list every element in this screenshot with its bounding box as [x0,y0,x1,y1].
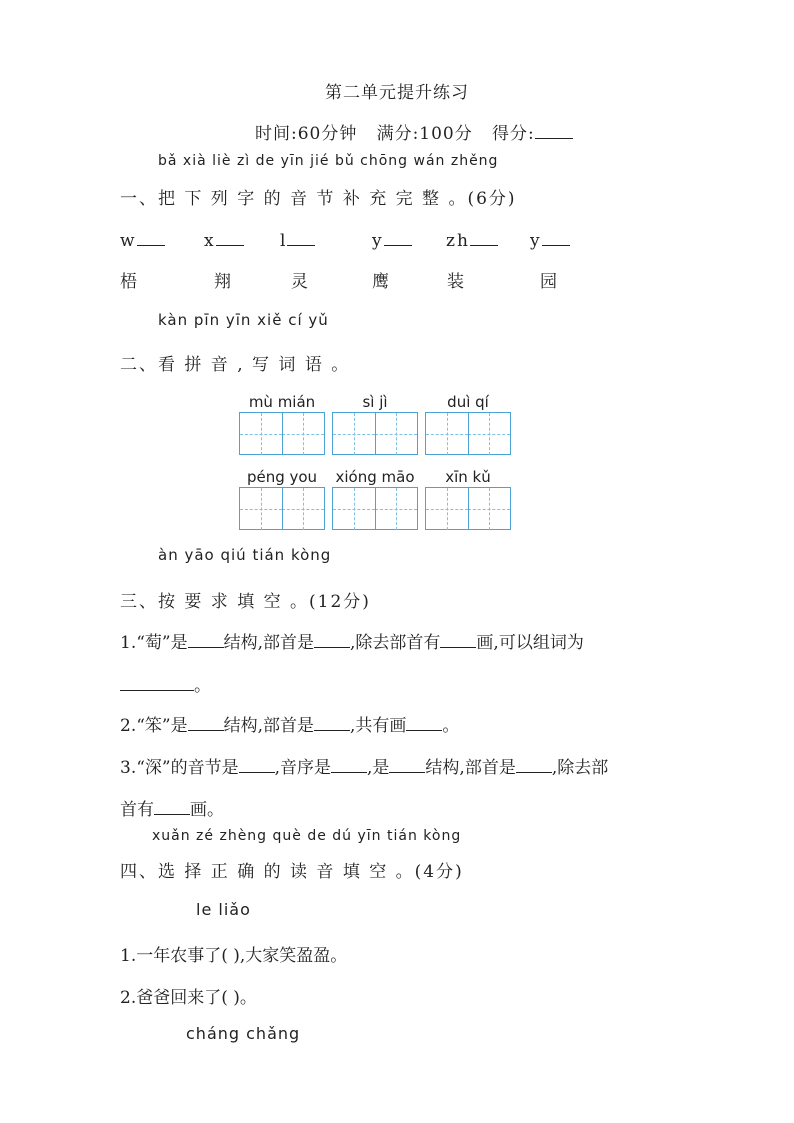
answer-blank[interactable] [216,227,244,246]
initial-6: y [530,227,570,251]
box-label: duì qí [447,393,489,411]
writing-grid[interactable] [239,487,325,530]
score-blank[interactable] [535,120,573,139]
score-label: 得分: [491,124,535,144]
box-label: xióng māo [335,468,415,486]
answer-blank[interactable] [331,754,367,773]
box-label: mù mián [248,393,316,411]
full-score-label: 满分:100分 [376,124,473,144]
answer-blank[interactable] [314,629,350,648]
writing-grid[interactable] [332,412,418,455]
exam-info [255,119,573,144]
answer-blank[interactable] [188,629,224,648]
char-5: 装 [447,272,466,292]
initial-1: w [120,227,165,251]
section2-heading: 二、看 拼 音 , 写 词 语 。 [120,355,351,375]
answer-blank[interactable] [120,672,194,691]
page-title: 第二单元提升练习 [325,83,469,103]
answer-blank[interactable] [188,712,224,731]
answer-blank[interactable] [384,227,412,246]
writing-grid[interactable] [239,412,325,455]
answer-blank[interactable] [516,754,552,773]
question-3: 3.“深”的音节是 ,音序是 ,是 结构,部首是 ,除去部 [120,753,608,778]
writing-grid[interactable] [425,412,511,455]
box-label: xīn kǔ [445,468,491,486]
pinyin-options-1: le liǎo [196,900,251,919]
initial-2: x [204,227,244,251]
writing-grid[interactable] [425,487,511,530]
answer-blank[interactable] [154,796,190,815]
section3-pinyin: àn yāo qiú tián kòng [158,546,332,564]
answer-blank[interactable] [389,754,425,773]
pinyin-options-2: cháng chǎng [186,1024,301,1043]
question-1-cont: 。 [120,671,211,696]
question-1: 1.“萄”是 结构,部首是 ,除去部首有 画,可以组词为 [120,628,584,653]
section3-heading: 三、按 要 求 填 空 。(12分) [120,592,371,612]
answer-blank[interactable] [137,227,165,246]
answer-blank[interactable] [287,227,315,246]
writing-grid[interactable] [332,487,418,530]
section1-pinyin: bǎ xià liè zì de yīn jié bǔ chōng wán zhěng [158,153,499,169]
answer-blank[interactable] [542,227,570,246]
time-label: 时间:60分钟 [255,124,358,144]
fill-question-2: 2.爸爸回来了( )。 [120,988,257,1008]
answer-blank[interactable] [406,712,442,731]
answer-blank[interactable] [314,712,350,731]
answer-blank[interactable] [470,227,498,246]
section2-pinyin: kàn pīn yīn xiě cí yǔ [158,311,329,329]
question-2: 2.“笨”是 结构,部首是 ,共有画 。 [120,711,459,736]
section1-heading: 一、把 下 列 字 的 音 节 补 充 完 整 。(6分) [120,189,517,209]
section4-heading: 四、选 择 正 确 的 读 音 填 空 。(4分) [120,862,464,882]
char-1: 梧 [120,272,139,292]
initial-3: l [280,227,315,251]
char-4: 鹰 [372,272,391,292]
box-label: péng you [246,468,318,486]
char-2: 翔 [214,272,233,292]
section4-pinyin: xuǎn zé zhèng què de dú yīn tián kòng [152,828,462,844]
char-3: 灵 [291,272,310,292]
initial-5: zh [446,227,498,251]
fill-question-1: 1.一年农事了( ),大家笑盈盈。 [120,946,348,966]
answer-blank[interactable] [239,754,275,773]
box-label: sì jì [362,393,388,411]
question-3-cont: 首有 画。 [120,795,224,820]
answer-blank[interactable] [440,629,476,648]
initial-4: y [372,227,412,251]
char-6: 园 [540,272,559,292]
